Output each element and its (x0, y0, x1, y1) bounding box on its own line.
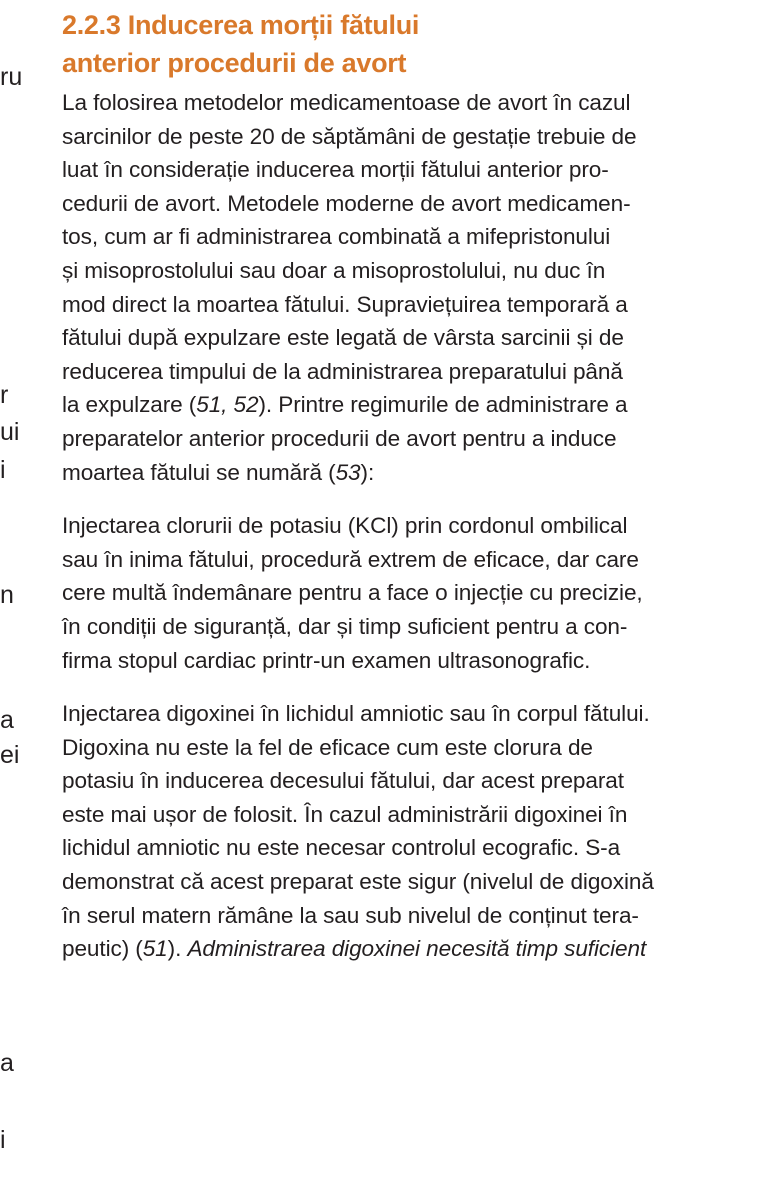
citation-reference: 51, 52 (196, 392, 259, 418)
text-fragment: ). (167, 936, 188, 962)
text-line: lichidul amniotic nu este necesar controlul ecografic. S-a (62, 835, 621, 861)
text-line: este mai ușor de folosit. În cazul administrării digoxinei în (62, 801, 628, 827)
section-heading-line: anterior procedurii de avort (62, 48, 407, 78)
margin-fragment: ui (0, 418, 20, 446)
text-fragment: moartea fătului se numără ( (62, 459, 336, 485)
margin-fragment: n (0, 581, 14, 609)
text-line: și misoprostolului sau doar a misoprostolului, nu duc în (62, 257, 606, 283)
text-line: luat în considerație inducerea morții fătului anterior pro- (62, 157, 609, 183)
italic-text: Administrarea digoxinei necesită timp suficient (187, 936, 647, 962)
text-line: tos, cum ar fi administrarea combinată a mifepristonului (62, 224, 611, 250)
text-line: Digoxina nu este la fel de eficace cum este clorura de (62, 734, 593, 760)
margin-fragment: a (0, 1049, 14, 1077)
margin-fragment: a (0, 706, 14, 734)
text-line: cere multă îndemânare pentru a face o injecție cu precizie, (62, 580, 643, 606)
citation-reference: 51 (142, 936, 168, 962)
text-line: cedurii de avort. Metodele moderne de avort medicamen- (62, 190, 631, 216)
text-line: fătului după expulzare este legată de vârsta sarcinii și de (62, 325, 624, 351)
text-line: Injectarea digoxinei în lichidul amniotic sau în corpul fătului. (62, 701, 650, 727)
text-line: potasiu în inducerea decesului fătului, dar acest preparat (62, 768, 624, 794)
margin-fragment: ei (0, 741, 20, 769)
text-fragment: ): (360, 459, 375, 485)
text-fragment: peutic) ( (62, 936, 143, 962)
margin-fragment: i (0, 1126, 6, 1154)
text-line: reducerea timpului de la administrarea preparatului până (62, 358, 623, 384)
text-line: sau în inima fătului, procedură extrem de eficace, dar care (62, 546, 639, 572)
paragraph-digoxin (62, 697, 768, 966)
text-fragment: ). Printre regimurile de administrare a (258, 392, 628, 418)
text-line (62, 388, 768, 422)
margin-fragment: ru (0, 63, 23, 91)
text-line: mod direct la moartea fătului. Supraviețuirea temporară a (62, 291, 628, 317)
text-fragment: la expulzare ( (62, 392, 197, 418)
text-line: în serul matern rămâne la sau sub nivelul de conținut tera- (62, 902, 639, 928)
margin-fragment: i (0, 456, 6, 484)
section-heading-line: 2.2.3 Inducerea morții fătului (62, 10, 420, 40)
citation-reference: 53 (335, 459, 361, 485)
paragraph-kcl (62, 509, 768, 677)
main-column (62, 6, 768, 966)
text-line: firma stopul cardiac printr-un examen ultrasonografic. (62, 647, 591, 673)
text-line: demonstrat că acest preparat este sigur (nivelul de digoxină (62, 869, 654, 895)
paragraph-intro (62, 86, 768, 489)
text-line: în condiții de siguranță, dar și timp suficient pentru a con- (62, 613, 628, 639)
text-line: La folosirea metodelor medicamentoase de avort în cazul (62, 90, 631, 115)
text-line: preparatelor anterior procedurii de avort pentru a induce (62, 425, 617, 451)
text-line: sarcinilor de peste 20 de săptămâni de gestație trebuie de (62, 123, 637, 149)
text-line: Injectarea clorurii de potasiu (KCl) prin cordonul ombilical (62, 513, 628, 539)
text-line (62, 932, 768, 966)
text-line (62, 456, 768, 490)
section-heading (62, 6, 768, 82)
margin-fragment: r (0, 381, 9, 409)
